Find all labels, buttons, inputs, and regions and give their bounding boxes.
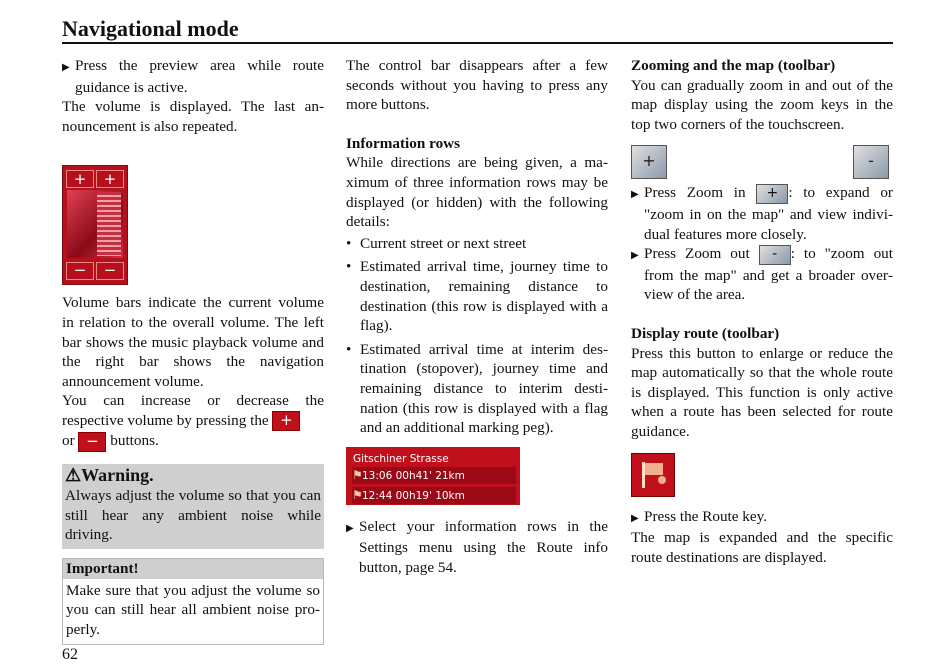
warning-title: ⚠Warning. <box>65 464 154 485</box>
increase-text-b: or <box>62 432 75 450</box>
warning-text: Always adjust the volume so that you can still hear any ambient noise while driving. <box>65 486 321 544</box>
column-left <box>62 56 324 645</box>
zoom-out-small-icon: - <box>759 245 791 265</box>
flag-peg-icon: ⚑ <box>352 487 363 502</box>
bullet-arrow-icon: ▶ <box>631 250 639 262</box>
flag-icon: ⚑ <box>352 467 363 482</box>
bullet-arrow-icon: ▶ <box>631 512 639 524</box>
minus-button-icon: − <box>78 432 106 452</box>
bullet-text: Press the preview area while route guidance is active. <box>75 57 324 96</box>
important-text: Make sure that you adjust the volume so you can still hear all ambient noise properly. <box>66 581 320 638</box>
bullet-press-preview <box>62 56 324 97</box>
right-plus-icon: + <box>96 170 124 188</box>
volume-displayed-text: The volume is displayed. The last announcement is also repeated. <box>62 98 324 135</box>
left-plus-icon: + <box>66 170 94 188</box>
zoom-out-icon: - <box>853 145 889 179</box>
information-rows-heading: Information rows <box>346 134 461 152</box>
stopover-row: ⚑12:44 00h19' 10km <box>352 487 516 504</box>
list-item: • Estimated arrival time, journey time to destination, remaining distance to destination (this row is displayed with a flag). <box>346 258 608 335</box>
bullet-arrow-icon: ▶ <box>631 189 639 201</box>
list-item: • Estimated arrival time at interim destination (stopover), journey time and remaining distance to interim destination (this row is displayed with a flag and an additional marking peg). <box>346 340 608 437</box>
title-rule <box>62 42 893 44</box>
increase-text-c: buttons. <box>110 432 159 450</box>
bullet-route-key: ▶ Press the Route key. <box>631 507 893 529</box>
column-middle <box>346 56 608 577</box>
zooming-text: You can gradually zoom in and out of the map display using the zoom keys in the top two corners of the touchscreen. <box>631 76 893 133</box>
volume-bars <box>97 192 121 256</box>
volume-bars-text: Volume bars indicate the current volume in relation to the overall volume. The left bar shows the music playback volume and the right bar shows the navigation announcement volume. <box>62 294 324 390</box>
warning-box <box>62 464 324 549</box>
destination-row: ⚑13:06 00h41' 21km <box>352 467 516 484</box>
plus-button-icon: + <box>272 411 300 431</box>
bullet-zoom-out: ▶ Press Zoom out - : to "zoom out from the map" and get a broader overview of the area. <box>631 245 893 304</box>
column-right <box>631 56 893 567</box>
route-key-icon <box>631 453 675 497</box>
bullet-select-info-rows: ▶ Select your information rows in the Settings menu using the Route info button, page 54. <box>346 517 608 576</box>
information-rows-text: While directions are being given, a maximum of three information rows may be displayed (or hidden) with the following details: <box>346 154 608 231</box>
increase-decrease-text <box>62 391 324 452</box>
page-title: Navigational mode <box>62 16 239 41</box>
important-box <box>62 558 324 645</box>
map-expanded-text: The map is expanded and the specific route destinations are displayed. <box>631 529 893 566</box>
left-minus-icon: − <box>66 262 94 280</box>
information-rows-list <box>346 234 608 438</box>
page-number: 62 <box>62 646 78 663</box>
information-rows-image <box>346 447 520 505</box>
zooming-heading: Zooming and the map (toolbar) <box>631 57 836 74</box>
important-title: Important! <box>63 559 323 579</box>
control-bar-text: The control bar disappears after a few seconds without you having to press any more buttons. <box>346 57 608 114</box>
bullet-zoom-in: ▶ Press Zoom in + : to expand or "zoom in on the map" and view individual features more closely. <box>631 184 893 243</box>
zoom-in-small-icon: + <box>756 184 788 204</box>
display-route-heading: Display route (toolbar) <box>631 324 780 342</box>
display-route-text: Press this button to enlarge or reduce the map automatically so that the whole route is displayed. This function is only active when a route has been selected for route guidance. <box>631 344 893 440</box>
zoom-in-icon: + <box>631 145 667 179</box>
street-row: Gitschiner Strasse <box>353 452 449 465</box>
bullet-arrow-icon: ▶ <box>346 522 354 534</box>
list-item: • Current street or next street <box>346 234 527 252</box>
volume-widget-image <box>62 165 128 285</box>
bullet-arrow-icon: ▶ <box>62 62 70 73</box>
increase-text-a: You can increase or decrease the respective volume by pressing the <box>62 392 324 429</box>
right-minus-icon: − <box>96 262 124 280</box>
